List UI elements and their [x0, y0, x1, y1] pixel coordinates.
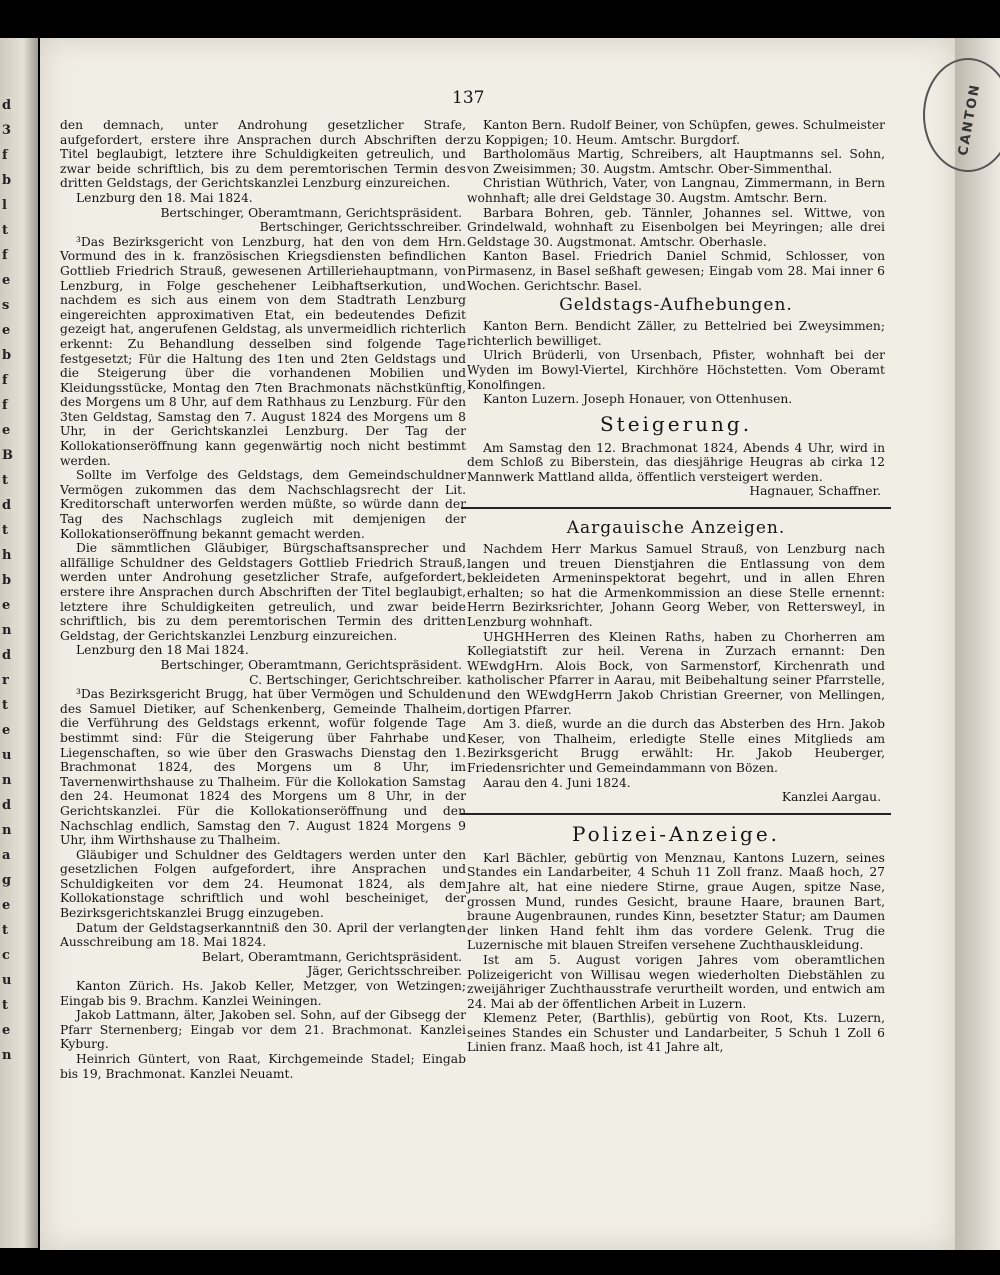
- edge-letter: n: [2, 823, 12, 838]
- paragraph: ³Das Bezirksgericht von Lenzburg, hat den von dem Hrn. Vormund des in k. französischen Kriegsdiensten befindlichen Gottlieb Friedrich Strauß, gewesenen Artilleriehauptmann, von Lenzburg, in Folge geschehener Leibhaftserkution, und nachdem es sich aus einem von dem Stadtrath Lenzburg eingereichten approximativen Etat, ein bedeutendes Defizit gezeigt hat, angerufenen Geldstag, als unvermeidlich richterlich erkennt: Zu Behandlung desselben sind folgende Tage festgesetzt; Für die Haltung des 1ten und 2ten Geldstags und die Steigerung über die vorhandenen Mobilien und Kleidungsstücke, Montag den 7ten Brachmonats nächstkünftig, des Morgens um 8 Uhr, auf dem Rathhaus zu Lenzburg. Für den 3ten Geldstag, Samstag den 7. August 1824 des Morgens um 8 Uhr, in der Gerichtskanzlei Lenzburg. Der Tag der Kollokationseröffnung kann gegenwärtig noch nicht bestimmt werden.: [60, 234, 466, 468]
- adjacent-page-edge: [0, 38, 38, 1248]
- signature-line: Kanzlei Aargau.: [781, 790, 881, 805]
- paragraph: Am 3. dieß, wurde an die durch das Absterben des Hrn. Jakob Keser, von Thalheim, erledigte Stelle eines Mitglieds am Bezirksgericht Brugg erwählt: Hr. Jakob Heuberger, Friedensrichter und Gemeindammann von Bözen.: [467, 717, 885, 775]
- paragraph: Klemenz Peter, (Barthlis), gebürtig von Root, Kts. Luzern, seines Standes ein Schuster und Landarbeiter, 5 Schuh 1 Zoll 6 Linien franz. Maaß hoch, ist 41 Jahre alt,: [467, 1011, 885, 1055]
- edge-letter: e: [2, 598, 11, 613]
- signature-line: Bertschinger, Oberamtmann, Gerichtspräsident.: [160, 657, 462, 672]
- paragraph: Heinrich Güntert, von Raat, Kirchgemeinde Stadel; Eingab bis 19, Brachmonat. Kanzlei Neuamt.: [60, 1052, 466, 1081]
- edge-letter: e: [2, 423, 11, 438]
- edge-letter: e: [2, 898, 11, 913]
- edge-letter: f: [2, 248, 8, 263]
- section-heading: Geldstags-Aufhebungen.: [559, 295, 793, 316]
- edge-letter: t: [2, 998, 9, 1013]
- edge-letter: t: [2, 923, 9, 938]
- edge-letter: t: [2, 523, 9, 538]
- edge-letter: 3: [2, 123, 12, 138]
- paragraph: Bartholomäus Martig, Schreibers, alt Hauptmanns sel. Sohn, von Zweisimmen; 30. Augstm. Amtschr. Ober-Simmenthal.: [467, 147, 885, 176]
- edge-letter: n: [2, 623, 12, 638]
- edge-letter: f: [2, 398, 8, 413]
- section-divider: [461, 507, 891, 509]
- edge-letter: c: [2, 948, 10, 963]
- paragraph: Ulrich Brüderli, von Ursenbach, Pfister, wohnhaft bei der Wyden im Bowyl-Viertel, Kirchhöre Höchstetten. Vom Oberamt Konolfingen.: [467, 348, 885, 392]
- signature-line: Hagnauer, Schaffner.: [749, 484, 881, 499]
- edge-letter: t: [2, 223, 9, 238]
- section-heading: Polizei-Anzeige.: [571, 821, 781, 846]
- edge-letter: r: [2, 673, 9, 688]
- date-line: Lenzburg den 18. Mai 1824.: [76, 190, 253, 205]
- edge-letter: a: [2, 848, 11, 863]
- edge-letter: d: [2, 648, 12, 663]
- section-divider: [461, 813, 891, 815]
- paragraph: Kanton Zürich. Hs. Jakob Keller, Metzger, von Wetzingen; Eingab bis 9. Brachm. Kanzlei Weiningen.: [60, 979, 466, 1008]
- edge-letter: l: [2, 198, 7, 213]
- edge-letter: e: [2, 1023, 11, 1038]
- edge-letter: t: [2, 698, 9, 713]
- paragraph: Kanton Bern. Bendicht Zäller, zu Bettelried bei Zweysimmen; richterlich bewilliget.: [467, 319, 885, 348]
- edge-letter: b: [2, 573, 12, 588]
- date-line: Aarau den 4. Juni 1824.: [483, 775, 631, 790]
- edge-letter: u: [2, 748, 12, 763]
- right-margin-strip: [955, 38, 1000, 1250]
- paragraph: Jakob Lattmann, älter, Jakoben sel. Sohn, auf der Gibsegg der Pfarr Sternenberg; Eingab vor dem 21. Brachmonat. Kanzlei Kyburg.: [60, 1008, 466, 1052]
- paragraph: Kanton Basel. Friedrich Daniel Schmid, Schlosser, von Pirmasenz, in Basel seßhaft gewesen; Eingab vom 28. Mai inner 6 Wochen. Gerichtschr. Basel.: [467, 249, 885, 293]
- paragraph: ³Das Bezirksgericht Brugg, hat über Vermögen und Schulden des Samuel Dietiker, auf Schenkenberg, Gemeinde Thalheim, die Verführung des Geldstags erkennt, wofür folgende Tage bestimmt sind: Für die Steigerung über Fahrhabe und Liegenschaften, so wie über den Graswachs Dienstag den 1. Brachmonat 1824, des Morgens um 8 Uhr, im Tavernenwirthshause zu Thalheim. Für die Kollokation Samstag den 24. Heumonat 1824 des Morgens um 8 Uhr, in der Gerichtskanzlei. Für die Kollokationseröffnung und den Nachschlag endlich, Samstag den 7. August 1824 Morgens 9 Uhr, ihm Wirthshause zu Thalheim.: [60, 687, 466, 848]
- edge-letter: d: [2, 798, 12, 813]
- signature-line: Belart, Oberamtmann, Gerichtspräsident.: [201, 949, 462, 964]
- edge-letter: n: [2, 773, 12, 788]
- edge-letter: f: [2, 373, 8, 388]
- edge-letter: s: [2, 298, 10, 313]
- paragraph: Sollte im Verfolge des Geldstags, dem Gemeindschuldner Vermögen zukommen das dem Nachschlagsrecht der Lit. Kreditorschaft unterworfen werden müßte, so würde dann der Tag des Nachschlags zugleich mit demjenigen der Kollokationseröffnung bekannt gemacht werden.: [60, 468, 466, 541]
- section-heading: Steigerung.: [599, 411, 753, 436]
- edge-letter: b: [2, 173, 12, 188]
- paragraph: Die sämmtlichen Gläubiger, Bürgschaftsansprecher und allfällige Schuldner des Geldstagers Gottlieb Friedrich Strauß, werden unter Androhung gesetzlicher Strafe, aufgefordert, erstere ihre Ansprachen durch Abschriften der Titel beglaubigt, letztere ihre Schuldigkeiten getreulich, und zwar beide schriftlich, bis zu dem peremtorischen Termin des dritten Geldstag, der Gerichtskanzlei Lenzburg einzureichen.: [60, 541, 466, 643]
- left-column: [60, 118, 466, 1081]
- paragraph: Barbara Bohren, geb. Tännler, Johannes sel. Wittwe, von Grindelwald, wohnhaft zu Eisenbolgen bei Meyringen; alle drei Geldstage 30. Augstmonat. Amtschr. Oberhasle.: [467, 205, 885, 249]
- edge-letter: b: [2, 348, 12, 363]
- edge-letter: B: [2, 448, 13, 463]
- paragraph: Am Samstag den 12. Brachmonat 1824, Abends 4 Uhr, wird in dem Schloß zu Biberstein, das diesjährige Heugras ab cirka 12 Mannwerk Mattland allda, öffentlich versteigert werden.: [467, 440, 885, 484]
- section-heading: Aargauische Anzeigen.: [566, 518, 786, 539]
- right-column: [467, 118, 885, 1055]
- paragraph: Ist am 5. August vorigen Jahres vom oberamtlichen Polizeigericht von Willisau wegen wiederholten Diebstählen zu zweijähriger Zuchthausstrafe verurtheilt worden, und entwich am 24. Mai ab der öffentlichen Arbeit in Luzern.: [467, 952, 885, 1011]
- document-page: [40, 38, 955, 1250]
- edge-letter: e: [2, 273, 11, 288]
- paragraph: Datum der Geldstagserkanntniß den 30. April der verlangten Ausschreibung am 18. Mai 1824.: [60, 920, 466, 950]
- signature-line: Bertschinger, Gerichtsschreiber.: [259, 220, 462, 235]
- edge-letter: u: [2, 973, 12, 988]
- page-number: 137: [452, 88, 485, 108]
- edge-letter: f: [2, 148, 8, 163]
- paragraph: Gläubiger und Schuldner des Geldtagers werden unter den gesetzlichen Folgen aufgefordert, ihre Ansprachen und Schuldigkeiten vor dem 24. Heumonat 1824, als dem Kollokationstage schriftlich und wohl bescheiniget, der Bezirksgerichtskanzlei Brugg einzugeben.: [60, 847, 466, 921]
- edge-letter: d: [2, 498, 12, 513]
- edge-letter: h: [2, 548, 12, 563]
- paragraph: den demnach, unter Androhung gesetzlicher Strafe, aufgefordert, erstere ihre Ansprachen durch Abschriften der Titel beglaubigt, letztere ihre Schuldigkeiten getreulich, und zwar beide schriftlich, bis zu dem peremtorischen Termin des dritten Geldstags, der Gerichtskanzlei Lenzburg einzureichen.: [60, 118, 466, 191]
- edge-letter: e: [2, 323, 11, 338]
- edge-letter: g: [2, 873, 12, 888]
- stamp-text: CANTON: [955, 82, 984, 157]
- signature-line: C. Bertschinger, Gerichtschreiber.: [249, 672, 462, 687]
- paragraph: UHGHHerren des Kleinen Raths, haben zu Chorherren am Kollegiatstift zur heil. Verena in Zurzach ernannt: Den WEwdgHrn. Alois Bock, von Sarmenstorf, Kirchenrath und katholischer Pfarrer in Aarau, mit Beibehaltung seiner Pfarrstelle, und den WEwdgHerrn Jakob Christian Greerner, von Mellingen, dortigen Pfarrer.: [467, 629, 885, 717]
- paragraph: Karl Bächler, gebürtig von Menznau, Kantons Luzern, seines Standes ein Landarbeiter, 4 Schuh 11 Zoll franz. Maaß hoch, 27 Jahre alt, hat eine niedere Stirne, graue Augen, spitze Nase, grossen Mund, rundes Gesicht, braune Haare, braunen Bart, braune Augenbraunen, rundes Kinn, besetzter Statur; am Daumen der linken Hand fehlt ihm das vordere Gelenk. Trug die Luzernische mit blauen Streifen versehene Zuchthauskleidung.: [467, 850, 885, 953]
- signature-line: Jäger, Gerichtsschreiber.: [307, 964, 462, 979]
- signature-line: Bertschinger, Oberamtmann, Gerichtspräsident.: [160, 205, 462, 220]
- paragraph: Christian Wüthrich, Vater, von Langnau, Zimmermann, in Bern wohnhaft; alle drei Geldstage 30. Augstm. Amtschr. Bern.: [467, 176, 885, 205]
- paragraph: Kanton Bern. Rudolf Beiner, von Schüpfen, gewes. Schulmeister zu Koppigen; 10. Heum. Amtschr. Burgdorf.: [467, 118, 885, 147]
- date-line: Lenzburg den 18 Mai 1824.: [76, 643, 249, 658]
- paragraph: Kanton Luzern. Joseph Honauer, von Ottenhusen.: [483, 392, 793, 407]
- paragraph: Nachdem Herr Markus Samuel Strauß, von Lenzburg nach langen und treuen Dienstjahren die Entlassung von dem bekleideten Armeninspektorat begehrt, und in allen Ehren erhalten; so hat die Armenkommission an diese Stelle ernennt: Herrn Bezirksrichter, Johann Georg Weber, von Rettersweyl, in Lenzburg wohnhaft.: [467, 542, 885, 630]
- edge-letter: d: [2, 98, 12, 113]
- edge-letter: n: [2, 1048, 12, 1063]
- edge-letter: e: [2, 723, 11, 738]
- edge-letter: t: [2, 473, 9, 488]
